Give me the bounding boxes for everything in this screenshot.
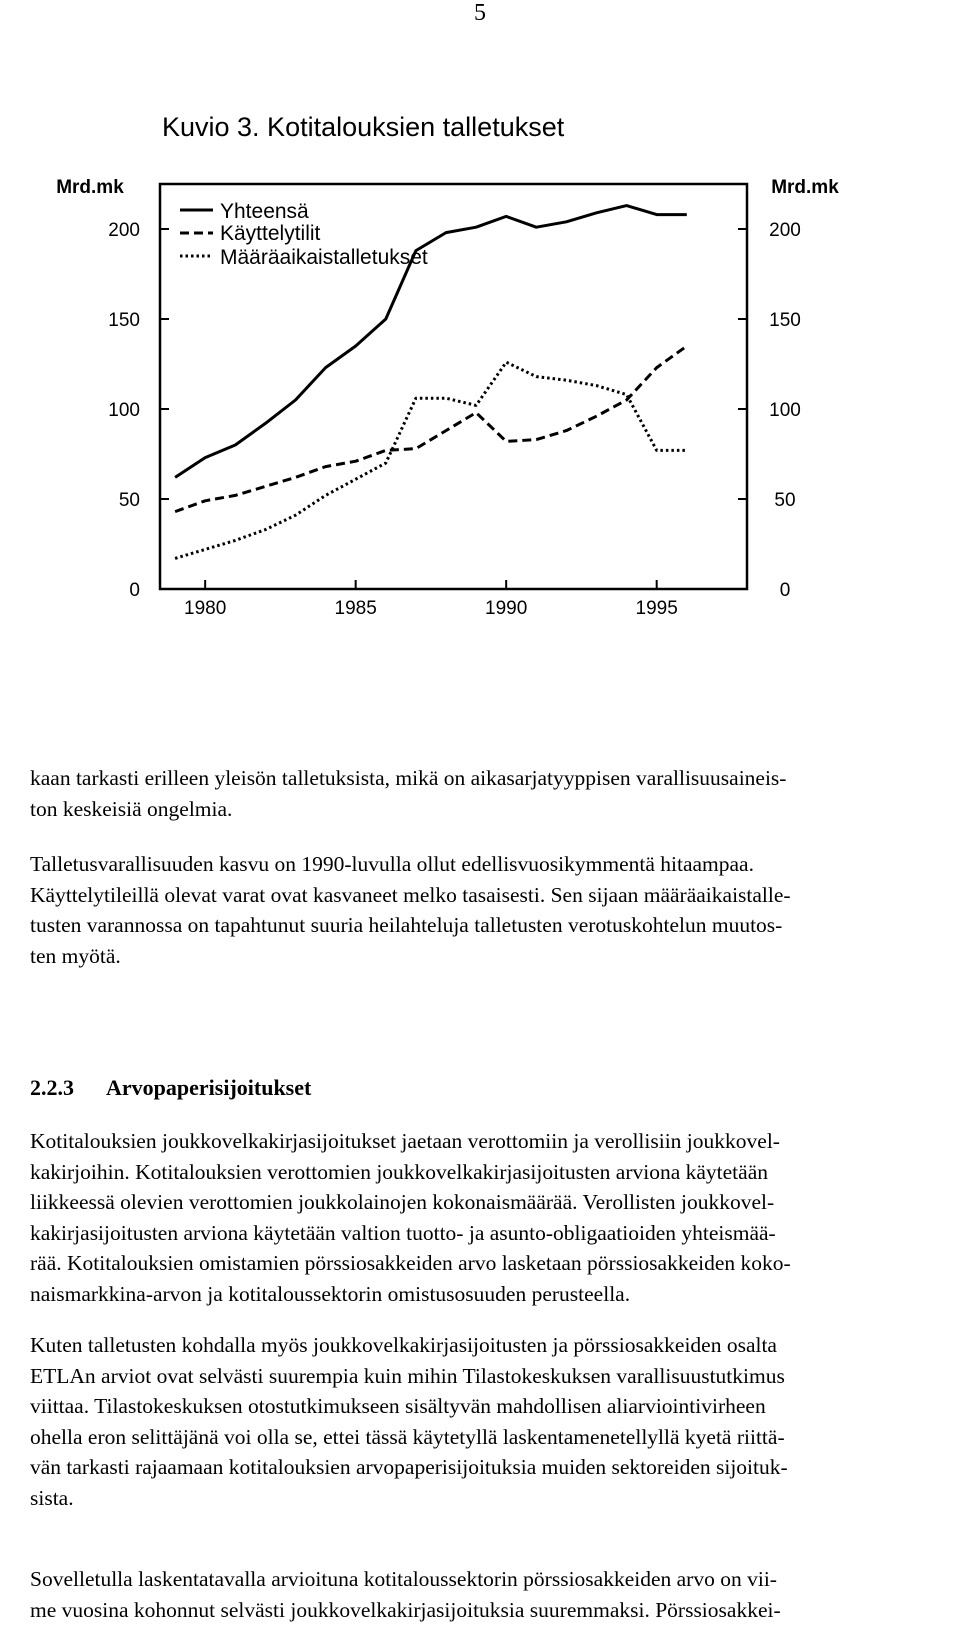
legend: [180, 200, 428, 269]
y-tick-label-right: 150: [769, 310, 801, 331]
x-tick-label: 1995: [635, 598, 678, 619]
paragraph-line: ton keskeisiä ongelmia.: [30, 796, 233, 821]
paragraph-line: kaan tarkasti erilleen yleisön talletuksista, mikä on aikasarjatyyppisen varallisuusaineis-: [30, 766, 787, 790]
x-tick-label: 1990: [485, 598, 528, 619]
paragraph-line: vän tarkasti rajaamaan kotitalouksien arvopaperisijoituksia muiden sektoreiden sijoituk-: [30, 1455, 788, 1479]
paragraph-3: [30, 1126, 958, 1309]
paragraph-line: ten myötä.: [30, 943, 121, 968]
y-unit-right: Mrd.mk: [771, 177, 839, 198]
page-number: 5: [474, 0, 486, 26]
y-tick-label-left: 150: [108, 310, 140, 331]
paragraph-line: ohella eron selittäjänä voi olla se, ettei tässä käytetyllä laskentamenetellyllä kyetä riittä-: [30, 1424, 785, 1449]
paragraph-line: tusten varannossa on tapahtunut suuria heilahteluja talletusten verotuskohtelun muutos-: [30, 913, 783, 937]
paragraph-line: Kotitalouksien joukkovelkakirjasijoitukset jaetaan verottomiin ja verollisiin joukkovel-: [30, 1129, 780, 1153]
legend-label-kayttelytilit: Käyttelytilit: [220, 222, 321, 245]
paragraph-line: naismarkkina-arvon ja kotitaloussektorin omistusosuuden perusteella.: [30, 1281, 631, 1306]
series-line-2: [175, 362, 687, 558]
paragraph-line: kakirjasijoitusten arviona käytetään valtion tuotto- ja asunto-obligaatioiden yhteismää-: [30, 1220, 776, 1245]
paragraph-line: Talletusvarallisuuden kasvu on 1990-luvulla ollut edellisvuosikymmentä hitaampaa.: [30, 852, 754, 876]
paragraph-line: viittaa. Tilastokeskuksen otostutkimukseen sisältyvän mahdollisen aliarviointivirheen: [30, 1394, 766, 1418]
paragraph-line: Käyttelytileillä olevat varat ovat kasvaneet melko tasaisesti. Sen sijaan määräaikaistalle-: [30, 882, 791, 907]
figure-title: Kuvio 3. Kotitalouksien talletukset: [162, 112, 565, 142]
section-number: 2.2.3: [30, 1075, 74, 1100]
paragraph-line: kakirjoihin. Kotitalouksien verottomien joukkovelkakirjasijoitusten arviona käytetään: [30, 1159, 768, 1184]
paragraph-1: [30, 763, 958, 824]
paragraph-line: rää. Kotitalouksien omistamien pörssiosakkeiden arvo lasketaan pörssiosakkeiden koko-: [30, 1251, 791, 1275]
paragraph-line: liikkeessä olevien verottomien joukkolainojen kokonaismäärää. Verollisten joukkovel-: [30, 1190, 775, 1214]
y-tick-label-left: 50: [118, 490, 140, 511]
x-tick-label: 1980: [184, 598, 227, 619]
series-line-1: [175, 346, 687, 512]
axis-ticks: [108, 220, 801, 619]
y-tick-label-left: 100: [108, 400, 140, 421]
y-tick-label-right: 0: [779, 580, 791, 601]
paragraph-line: me vuosina kohonnut selvästi joukkovelkakirjasijoituksia suuremmaksi. Pörssiosakkei-: [30, 1597, 781, 1622]
deposits-line-chart: [0, 170, 960, 640]
y-tick-label-left: 200: [108, 220, 140, 241]
y-tick-label-right: 200: [769, 220, 801, 241]
legend-label-maaraaikaistalletukset: Määräaikaistalletukset: [220, 246, 428, 269]
y-tick-label-right: 100: [769, 400, 801, 421]
paragraph-line: ETLAn arviot ovat selvästi suurempia kuin mihin Tilastokeskuksen varallisuustutkimus: [30, 1363, 785, 1388]
section-heading: [30, 1075, 311, 1101]
paragraph-line: Sovelletulla laskentatavalla arvioituna kotitaloussektorin pörssiosakkeiden arvo on vii-: [30, 1567, 777, 1591]
y-tick-label-left: 0: [129, 580, 140, 601]
paragraph-2: [30, 849, 958, 971]
section-title: Arvopaperisijoitukset: [106, 1075, 312, 1100]
paragraph-5: [30, 1564, 958, 1625]
paragraph-line: sista.: [30, 1485, 74, 1510]
legend-label-yhteensa: Yhteensä: [220, 200, 309, 223]
paragraph-line: Kuten talletusten kohdalla myös joukkovelkakirjasijoitusten ja pörssiosakkeiden osalta: [30, 1333, 777, 1357]
paragraph-4: [30, 1330, 958, 1513]
y-tick-label-right: 50: [774, 490, 796, 511]
x-tick-label: 1985: [334, 598, 377, 619]
y-unit-left: Mrd.mk: [56, 177, 124, 198]
